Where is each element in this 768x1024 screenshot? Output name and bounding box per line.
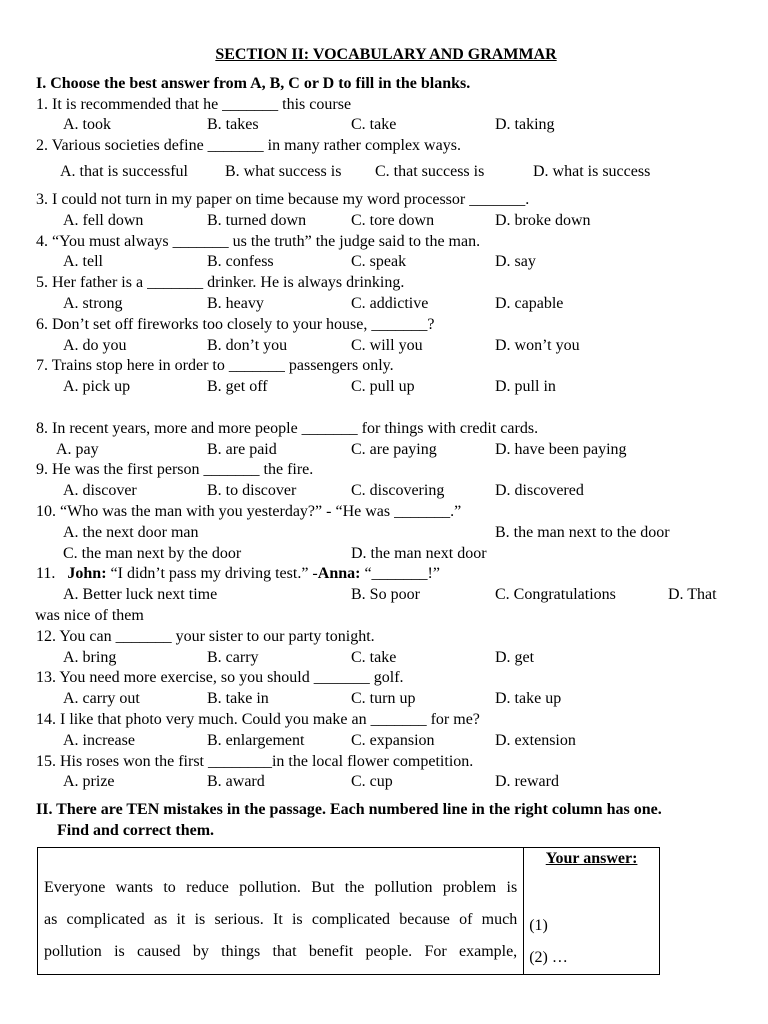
option-b[interactable]: B. So poor — [351, 586, 420, 604]
option-b[interactable]: B. enlargement — [207, 731, 305, 749]
question-text: 10. “Who was the man with you yesterday?” - “He was _______.” — [36, 502, 462, 520]
question-text: 5. Her father is a _______ drinker. He is always drinking. — [36, 274, 405, 292]
options-row — [36, 115, 736, 136]
option-b[interactable]: B. don’t you — [207, 336, 288, 354]
option-b[interactable]: B. carry — [207, 648, 259, 666]
option-d[interactable]: D. reward — [495, 773, 559, 791]
option-d[interactable]: D. get — [495, 648, 535, 666]
passage-cell — [38, 848, 524, 975]
option-a[interactable]: A. the next door man — [63, 523, 199, 541]
option-c[interactable]: C. cup — [351, 773, 393, 791]
option-c[interactable]: C. addictive — [351, 294, 429, 312]
option-c[interactable]: C. speak — [351, 253, 407, 271]
option-b[interactable]: B. what success is — [225, 162, 342, 180]
answer-cell — [524, 848, 660, 975]
question-text: 6. Don’t set off fireworks too closely to your house, _______? — [36, 315, 435, 333]
option-a[interactable]: A. strong — [63, 294, 123, 312]
question-text: 8. In recent years, more and more people _______ for things with credit cards. — [36, 419, 539, 437]
option-b[interactable]: B. get off — [207, 378, 268, 396]
option-c[interactable]: C. will you — [351, 336, 423, 354]
option-d[interactable]: D. That — [668, 586, 717, 604]
option-d[interactable]: D. take up — [495, 690, 562, 708]
passage-line: Everyone wants to reduce pollution. But the pollution problem is — [44, 879, 518, 896]
question-text: 4. “You must always _______ us the truth” the judge said to the man. — [36, 232, 481, 250]
part2-heading — [36, 799, 736, 841]
option-c[interactable]: C. pull up — [351, 378, 415, 396]
speaker-name: Anna: — [317, 565, 361, 583]
part1-heading: I. Choose the best answer from A, B, C or D to fill in the blanks. — [36, 74, 471, 92]
option-a[interactable]: A. carry out — [63, 690, 140, 708]
section-title: SECTION II: VOCABULARY AND GRAMMAR — [215, 46, 557, 63]
option-d[interactable]: D. broke down — [495, 211, 591, 229]
option-d[interactable]: D. capable — [495, 294, 564, 312]
option-b[interactable]: B. the man next to the door — [495, 523, 670, 541]
option-a[interactable]: A. Better luck next time — [63, 586, 218, 604]
answer-line[interactable]: (2) … — [529, 949, 568, 966]
option-c[interactable]: C. the man next by the door — [63, 544, 242, 562]
option-a[interactable]: A. prize — [63, 773, 115, 791]
option-d[interactable]: D. pull in — [495, 378, 556, 396]
option-b[interactable]: B. heavy — [207, 294, 264, 312]
options-row — [36, 294, 736, 315]
question-text: 2. Various societies define _______ in many rather complex ways. — [36, 137, 461, 155]
option-d[interactable]: D. have been paying — [495, 440, 627, 458]
options-row — [36, 481, 736, 502]
question-number: 11. — [36, 565, 56, 583]
question-text: 1. It is recommended that he _______ this course — [36, 95, 352, 113]
option-d[interactable]: D. what is success — [533, 162, 651, 180]
option-c[interactable]: C. discovering — [351, 482, 445, 500]
options-row — [36, 211, 736, 232]
options-row — [36, 731, 736, 752]
option-d[interactable]: D. taking — [495, 116, 555, 134]
option-a[interactable]: A. pick up — [63, 378, 131, 396]
options-row — [36, 689, 736, 710]
option-c[interactable]: C. turn up — [351, 690, 416, 708]
option-c[interactable]: C. are paying — [351, 440, 437, 458]
option-b[interactable]: B. take in — [207, 690, 269, 708]
option-a[interactable]: A. increase — [63, 731, 135, 749]
option-c[interactable]: C. expansion — [351, 731, 435, 749]
options-row — [36, 440, 736, 461]
option-a[interactable]: A. tell — [63, 253, 103, 271]
option-d[interactable]: D. the man next door — [351, 544, 487, 562]
options-row — [36, 377, 736, 398]
option-c[interactable]: C. take — [351, 648, 397, 666]
question-text: 3. I could not turn in my paper on time because my word processor _______. — [36, 190, 530, 208]
option-c[interactable]: C. tore down — [351, 211, 435, 229]
dialogue-line: “I didn’t pass my driving test.” - — [106, 565, 318, 583]
option-d[interactable]: D. extension — [495, 731, 576, 749]
option-b[interactable]: B. are paid — [207, 440, 277, 458]
part2-heading-line1: II. There are TEN mistakes in the passage. Each numbered line in the right column has one. — [36, 801, 662, 819]
option-a[interactable]: A. took — [63, 116, 111, 134]
answer-header: Your answer: — [545, 850, 638, 867]
option-d[interactable]: D. discovered — [495, 482, 584, 500]
option-c[interactable]: C. take — [351, 116, 397, 134]
question-text: 7. Trains stop here in order to _______ passengers only. — [36, 357, 394, 375]
question-text: 15. His roses won the first ________in the local flower competition. — [36, 752, 474, 770]
options-row — [36, 772, 736, 793]
options-row — [36, 585, 736, 606]
question-text: 12. You can _______ your sister to our party tonight. — [36, 627, 375, 645]
options-row — [36, 252, 736, 273]
options-row — [36, 523, 736, 544]
option-a[interactable]: A. discover — [63, 482, 137, 500]
answer-line[interactable]: (1) — [529, 917, 548, 934]
option-a[interactable]: A. bring — [63, 648, 117, 666]
option-b[interactable]: B. confess — [207, 253, 274, 271]
passage-line: as complicated as it is serious. It is complicated because of much — [44, 911, 518, 928]
options-row — [36, 157, 736, 187]
options-row — [36, 544, 736, 565]
option-a[interactable]: A. do you — [63, 336, 127, 354]
speaker-name: John: — [67, 565, 107, 583]
passage-table — [37, 847, 660, 975]
option-b[interactable]: B. to discover — [207, 482, 297, 500]
question-text: 13. You need more exercise, so you should _______ golf. — [36, 669, 404, 687]
option-d-continued: was nice of them — [35, 606, 144, 624]
option-d[interactable]: D. won’t you — [495, 336, 580, 354]
option-d[interactable]: D. say — [495, 253, 536, 271]
option-a[interactable]: A. that is successful — [60, 162, 188, 180]
option-c[interactable]: C. Congratulations — [495, 586, 616, 604]
options-row — [36, 648, 736, 669]
option-b[interactable]: B. turned down — [207, 211, 307, 229]
option-b[interactable]: B. award — [207, 773, 265, 791]
passage-text — [44, 872, 517, 974]
part2-heading-line2: Find and correct them. — [57, 822, 215, 840]
question-text — [36, 564, 736, 585]
option-a[interactable]: A. fell down — [63, 211, 144, 229]
question-text: 14. I like that photo very much. Could you make an _______ for me? — [36, 710, 480, 728]
dialogue-line: “_______!” — [360, 565, 440, 583]
question-text: 9. He was the first person _______ the fire. — [36, 461, 314, 479]
option-a[interactable]: A. pay — [56, 440, 99, 458]
blank-line — [36, 398, 736, 419]
option-c[interactable]: C. that success is — [375, 162, 485, 180]
options-row — [36, 336, 736, 357]
passage-line: pollution is caused by things that benefit people. For example, — [44, 943, 518, 960]
option-b[interactable]: B. takes — [207, 116, 259, 134]
worksheet — [36, 45, 736, 841]
